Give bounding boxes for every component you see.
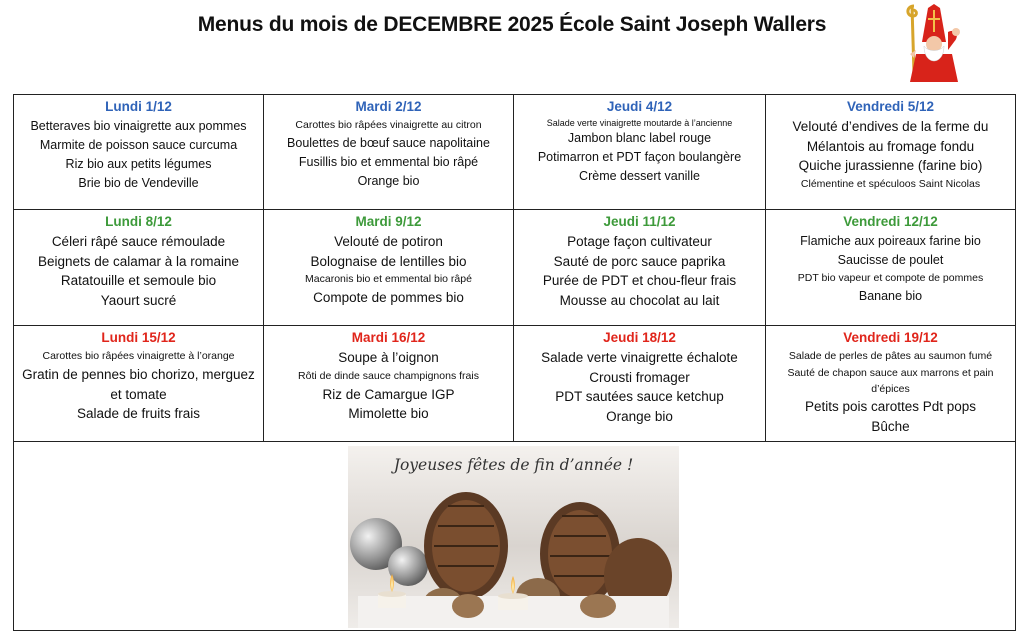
menu-item: Quiche jurassienne (farine bio)	[798, 158, 983, 173]
footer-cell	[14, 442, 1015, 630]
menu-item: Riz bio aux petits légumes	[65, 157, 212, 171]
week-2-row	[14, 210, 1015, 326]
menu-item: Velouté d’endives de la ferme du Mélantois au fromage fondu	[792, 119, 989, 154]
menu-cell-jeudi-18	[514, 326, 766, 441]
day-heading: Vendredi 5/12	[846, 99, 935, 114]
menu-cell-mardi-2	[264, 95, 514, 209]
holiday-picture	[348, 446, 679, 628]
menu-item: Crème dessert vanille	[579, 169, 700, 183]
menu-item: Macaronis bio et emmental bio râpé	[305, 273, 472, 285]
menu-item: Salade verte vinaigrette moutarde à l’ancienne	[546, 118, 733, 128]
menu-item: Brie bio de Vendeville	[78, 176, 199, 190]
menu-cell-jeudi-11	[514, 210, 766, 325]
day-heading: Lundi 8/12	[105, 214, 172, 229]
day-heading: Lundi 1/12	[105, 99, 172, 114]
menu-item: Yaourt sucré	[100, 292, 177, 308]
menu-item: Riz de Camargue IGP	[322, 386, 455, 402]
menu-table	[13, 94, 1016, 631]
day-heading: Jeudi 4/12	[606, 99, 673, 114]
day-heading: Jeudi 18/12	[603, 330, 676, 345]
menu-cell-lundi-1	[14, 95, 264, 209]
saint-nicolas-illustration	[898, 2, 964, 82]
day-heading: Mardi 2/12	[355, 99, 422, 114]
menu-item: Salade de perles de pâtes au saumon fumé	[788, 350, 993, 362]
menu-item: Salade de fruits frais	[76, 406, 201, 421]
week-1-row	[14, 95, 1015, 210]
menu-item: Mousse au chocolat au lait	[559, 292, 720, 308]
menu-item: Velouté de potiron	[334, 234, 443, 249]
menu-item: Carottes bio râpées vinaigrette au citron	[295, 119, 482, 131]
menu-item: Boulettes de bœuf sauce napolitaine	[287, 136, 490, 150]
menu-item: Soupe à l’oignon	[338, 350, 439, 365]
menu-item: Rôti de dinde sauce champignons frais	[298, 369, 479, 382]
menu-item: Clémentine et spéculoos Saint Nicolas	[800, 177, 981, 190]
menu-item: Céleri râpé sauce rémoulade	[51, 234, 226, 249]
menu-cell-vendredi-19	[766, 326, 1015, 441]
page-title: Menus du mois de DECEMBRE 2025 École Saint Joseph Wallers	[197, 13, 827, 36]
menu-item: Saucisse de poulet	[837, 253, 944, 267]
menu-item: Mimolette bio	[348, 406, 429, 421]
menu-item: PDT bio vapeur et compote de pommes	[797, 272, 984, 284]
menu-item: Compote de pommes bio	[313, 290, 464, 305]
menu-cell-mardi-9	[264, 210, 514, 325]
menu-cell-vendredi-5	[766, 95, 1015, 209]
menu-item: Orange bio	[357, 174, 420, 188]
menu-item: Bolognaise de lentilles bio	[310, 253, 467, 269]
holiday-greeting: Joyeuses fêtes de fin d’année !	[393, 456, 634, 474]
menu-item: Crousti fromager	[589, 369, 690, 385]
menu-item: Fusillis bio et emmental bio râpé	[298, 155, 479, 169]
menu-item: Purée de PDT et chou-fleur frais	[542, 273, 737, 288]
menu-cell-jeudi-4	[514, 95, 766, 209]
menu-item: Carottes bio râpées vinaigrette à l’orange	[42, 350, 235, 362]
menu-item: Sauté de porc sauce paprika	[553, 253, 726, 269]
day-heading: Vendredi 12/12	[843, 214, 938, 229]
day-heading: Jeudi 11/12	[603, 214, 676, 229]
day-heading: Mardi 9/12	[355, 214, 422, 229]
menu-item: Flamiche aux poireaux farine bio	[800, 234, 981, 248]
menu-item: Bûche	[871, 418, 910, 434]
menu-item: Marmite de poisson sauce curcuma	[39, 138, 238, 152]
menu-item: PDT sautées sauce ketchup	[555, 389, 724, 404]
menu-item: Salade verte vinaigrette échalote	[541, 350, 738, 365]
menu-item: Sauté de chapon sauce aux marrons et pain d’épices	[787, 367, 994, 395]
week-3-row	[14, 326, 1015, 442]
menu-item: Beignets de calamar à la romaine	[37, 253, 240, 269]
menu-item: Banane bio	[858, 289, 923, 303]
menu-item: Gratin de pennes bio chorizo, merguez et tomate	[22, 367, 255, 402]
menu-item: Jambon blanc label rouge	[567, 131, 712, 145]
menu-item: Petits pois carottes Pdt pops	[804, 399, 977, 414]
menu-item: Potimarron et PDT façon boulangère	[537, 150, 742, 164]
day-heading: Vendredi 19/12	[843, 330, 938, 345]
menu-cell-vendredi-12	[766, 210, 1015, 325]
menu-cell-lundi-8	[14, 210, 264, 325]
day-heading: Lundi 15/12	[101, 330, 176, 345]
menu-item: Betteraves bio vinaigrette aux pommes	[30, 119, 247, 133]
menu-item: Ratatouille et semoule bio	[60, 273, 217, 288]
menu-item: Orange bio	[606, 408, 673, 424]
menu-cell-lundi-15	[14, 326, 264, 441]
day-heading: Mardi 16/12	[351, 330, 426, 345]
menu-cell-mardi-16	[264, 326, 514, 441]
menu-item: Potage façon cultivateur	[567, 234, 712, 249]
